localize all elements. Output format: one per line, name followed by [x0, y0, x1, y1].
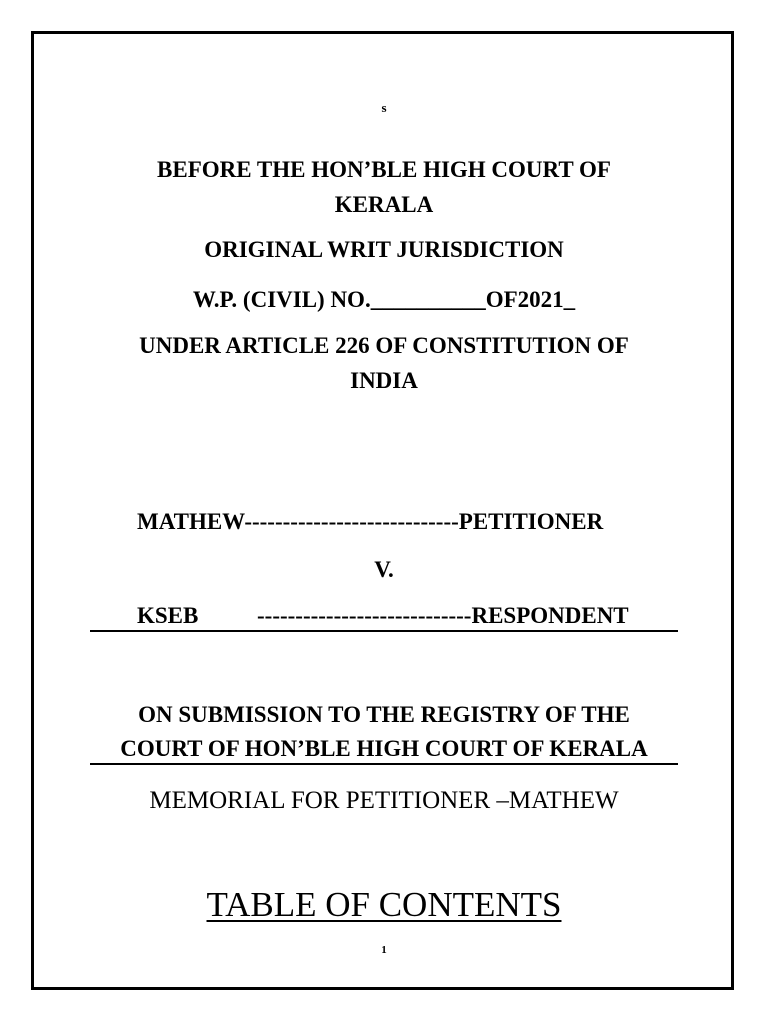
- article-line1: UNDER ARTICLE 226 OF CONSTITUTION OF: [139, 333, 629, 358]
- parties-divider: [90, 630, 678, 632]
- table-of-contents-heading: TABLE OF CONTENTS: [206, 885, 562, 924]
- writ-petition-number: W.P. (CIVIL) NO.__________OF2021_: [192, 287, 576, 312]
- respondent-role: ----------------------------RESPONDENT: [257, 603, 629, 628]
- court-title-line2: KERALA: [334, 192, 434, 217]
- submission-line2: COURT OF HON’BLE HIGH COURT OF KERALA: [120, 736, 648, 761]
- versus-label: V.: [374, 557, 394, 582]
- court-title-line1: BEFORE THE HON’BLE HIGH COURT OF: [157, 157, 611, 182]
- submission-line1: ON SUBMISSION TO THE REGISTRY OF THE: [138, 702, 630, 727]
- page-number: 1: [381, 944, 387, 956]
- article-line2: INDIA: [350, 368, 418, 393]
- memorial-title: MEMORIAL FOR PETITIONER –MATHEW: [149, 787, 619, 814]
- petitioner-line: MATHEW----------------------------PETITIONER: [137, 509, 604, 534]
- submission-divider: [90, 763, 678, 765]
- page-mark: s: [381, 100, 387, 115]
- jurisdiction-heading: ORIGINAL WRIT JURISDICTION: [204, 237, 564, 262]
- respondent-name: KSEB: [137, 603, 199, 628]
